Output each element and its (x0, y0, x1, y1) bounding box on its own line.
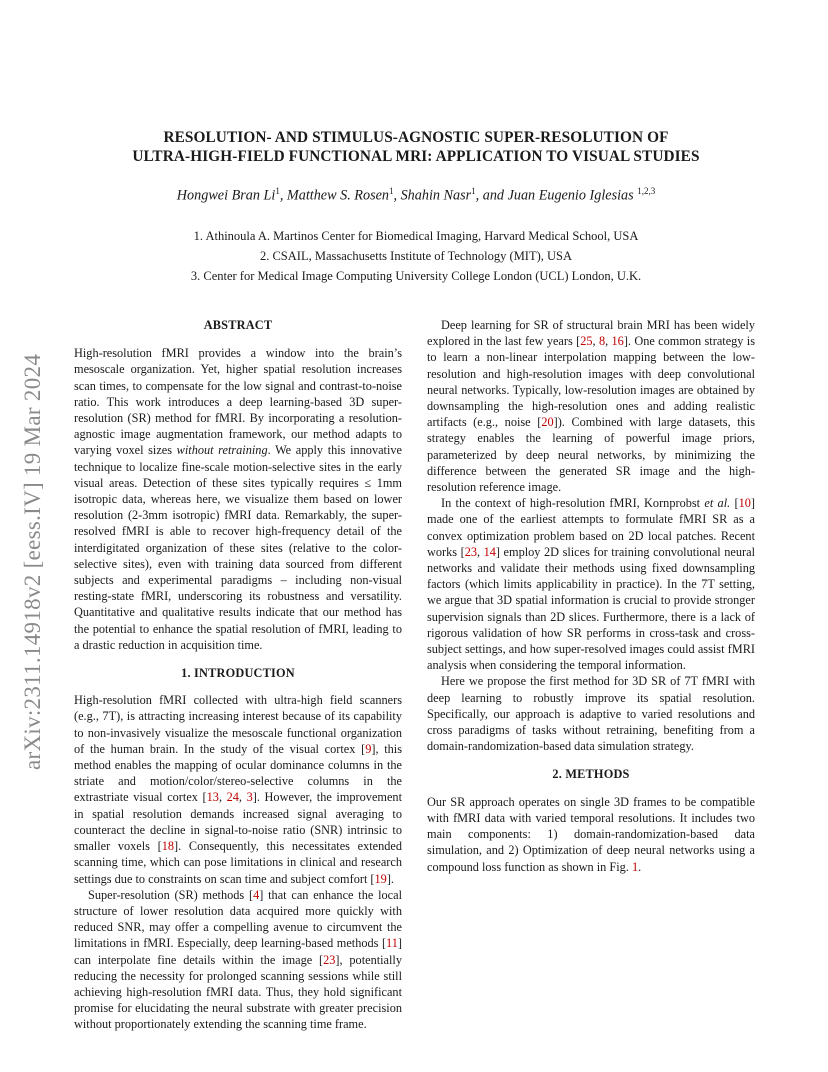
figure-link[interactable]: 1 (631, 859, 639, 874)
citation-link[interactable]: 23 (323, 952, 336, 967)
citation-link[interactable]: 8 (598, 334, 606, 349)
citation-link[interactable]: 3 (246, 790, 253, 805)
author-name: Shahin Nasr (400, 187, 472, 204)
affiliation-line: 3. Center for Medical Image Computing University College London (UCL) London, U.K. (190, 269, 642, 283)
citation-link[interactable]: 14 (483, 544, 496, 559)
author-affil-sup: 1 (388, 186, 394, 196)
arxiv-stamp: arXiv:2311.14918v2 [eess.IV] 19 Mar 2024 (20, 353, 45, 770)
citation-link[interactable]: 23 (464, 544, 477, 559)
affiliation-line: 2. CSAIL, Massachusetts Institute of Technology (MIT), USA (259, 249, 573, 263)
left-column (74, 317, 402, 1033)
intro-paragraph-3: Deep learning for SR of structural brain MRI has been widely explored in the last few years [25, 8, 16]. One common strategy is to learn a non-linear interpolation mapping between the low-resolution and high-resolution images with deep convolutional neural networks. Typically, low-resolution images are obtained by downsampling the high-resolution ones and adding realistic artifacts (e.g., noise [20]). Combined with large datasets, this strategy enables the learning of powerful image priors, parameterized by deep neural networks, by minimizing the difference between the generated SR image and the high-resolution reference image. (427, 318, 755, 495)
citation-link[interactable]: 19 (374, 871, 387, 886)
abstract-heading: ABSTRACT (203, 318, 273, 332)
citation-link[interactable]: 18 (161, 839, 175, 854)
affiliations (74, 226, 758, 286)
title-line-1: RESOLUTION- AND STIMULUS-AGNOSTIC SUPER-RESOLUTION OF (163, 129, 669, 146)
affiliation-line: 1. Athinoula A. Martinos Center for Biomedical Imaging, Harvard Medical School, USA (193, 229, 639, 243)
citation-link[interactable]: 13 (206, 790, 219, 805)
intro-paragraph-4: In the context of high-resolution fMRI, Kornprobst et al. [10] made one of the earliest attempts to formulate fMRI SR as a convex optimization problem based on 2D local patches. Recent works [23, 14] employ 2D slices for training convolutional neural networks and validate their methods using fixed downsampling factors (which limits applicability in practice). In the 7T setting, we argue that 3D spatial information is crucial to provide stronger supervision signals than 2D slices. Furthermore, there is a lack of rigorous validation of how SR performs in cross-task and cross-subject settings, and how super-resolved images could assist fMRI analysis when considering the temporal information. (427, 496, 756, 673)
citation-link[interactable]: 16 (611, 334, 624, 349)
author-name: Juan Eugenio Iglesias (507, 187, 634, 204)
title-line-2: ULTRA-HIGH-FIELD FUNCTIONAL MRI: APPLICATION TO VISUAL STUDIES (132, 148, 700, 165)
citation-link[interactable]: 20 (541, 415, 554, 430)
introduction-heading: 1. INTRODUCTION (181, 666, 295, 681)
intro-paragraph-2: Super-resolution (SR) methods [4] that can enhance the local structure of lower resolution data acquired more quickly with reduced SNR, may offer a compelling avenue to circumvent the limitations in fMRI. Especially, deep learning-based methods [11] can interpolate fine details within the image [23], potentially reducing the necessity for prolonged scanning sessions while still achieving high-resolution fMRI data. Thus, they hold significant promise for elucidating the neural substrate with greater precision without proportionately extending the scanning time frame. (74, 887, 403, 1032)
author-affil-sup: 1 (275, 186, 280, 196)
intro-paragraph-5: Here we propose the first method for 3D SR of 7T fMRI with deep learning to robustly improve its spatial resolution. Specifically, our approach is adaptive to varied resolutions and cross paradigms of tasks without retraining, benefiting from a domain-randomization-based data simulation strategy. (427, 674, 755, 754)
author-name: Hongwei Bran Li (176, 187, 276, 204)
citation-link[interactable]: 9 (365, 741, 372, 756)
methods-paragraph-1: Our SR approach operates on single 3D frames to be compatible with fMRI data with varied temporal resolutions. It includes two main components: 1) domain-randomization-based data simulation, and 2) Optimization of deep neural networks using a compound loss function as shown in Fig. 1. (427, 794, 755, 874)
citation-link[interactable]: 24 (226, 790, 239, 805)
author-name: Matthew S. Rosen (286, 187, 389, 204)
citation-link[interactable]: 11 (386, 936, 398, 951)
author-affil-sup: 1,2,3 (637, 186, 656, 196)
author-affil-sup: 1 (471, 186, 476, 196)
citation-link[interactable]: 25 (580, 334, 593, 349)
methods-heading: 2. METHODS (552, 767, 630, 782)
right-column (427, 317, 755, 875)
intro-paragraph-1: High-resolution fMRI collected with ultra-high field scanners (e.g., 7T), is attracting increasing interest because of its capability to non-invasively visualize the mesoscale functional organization of the human brain. In the study of the visual cortex [9], this method enables the mapping of ocular dominance columns in the striate and motion/color/stereo-selective columns in the extrastriate visual cortex [13, 24, 3]. However, the improvement in spatial resolution demands increased signal averaging to counteract the decline in signal-to-noise ratio (SNR) intrinsic to smaller voxels [18]. Consequently, this necessitates extended scanning time, which can pose limitations in clinical and research settings due to constraints on scan time and subject comfort [19]. (74, 693, 402, 886)
abstract-paragraph: High-resolution fMRI provides a window into the brain’s mesoscale organization. Yet, higher spatial resolution increases scan times, to compensate for the low signal and contrast-to-noise ratio. This work introduces a deep learning-based 3D super-resolution (SR) method for fMRI. By incorporating a resolution-agnostic image augmentation framework, our method adapts to varying voxel sizes without retraining. We apply this innovative technique to localize fine-scale motion-selective sites in the early visual areas. Detection of these sites typically requires ≤ 1mm isotropic data, whereas here, we visualize them based on lower resolution (2-3mm isotropic) fMRI data. Remarkably, the super-resolved fMRI is able to recover high-frequency detail of the interdigitated organization of these sites (relative to the color-selective sites), even with training data sourced from different subjects and experimental paradigms – including non-visual resting-state fMRI, underscoring its robustness and versatility. Quantitative and qualitative results indicate that our method has the potential to enhance the spatial resolution of fMRI, leading to a drastic reduction in acquisition time. (74, 346, 402, 652)
author-list: Hongwei Bran Li$^1$, Matthew S. Rosen$^1$, Shahin Nasr$^1$, and Juan Eugenio Iglesias $^{1,2,3}$ (176, 186, 656, 204)
paper-title (74, 128, 758, 166)
citation-link[interactable]: 4 (253, 887, 260, 902)
citation-link[interactable]: 10 (738, 496, 751, 511)
